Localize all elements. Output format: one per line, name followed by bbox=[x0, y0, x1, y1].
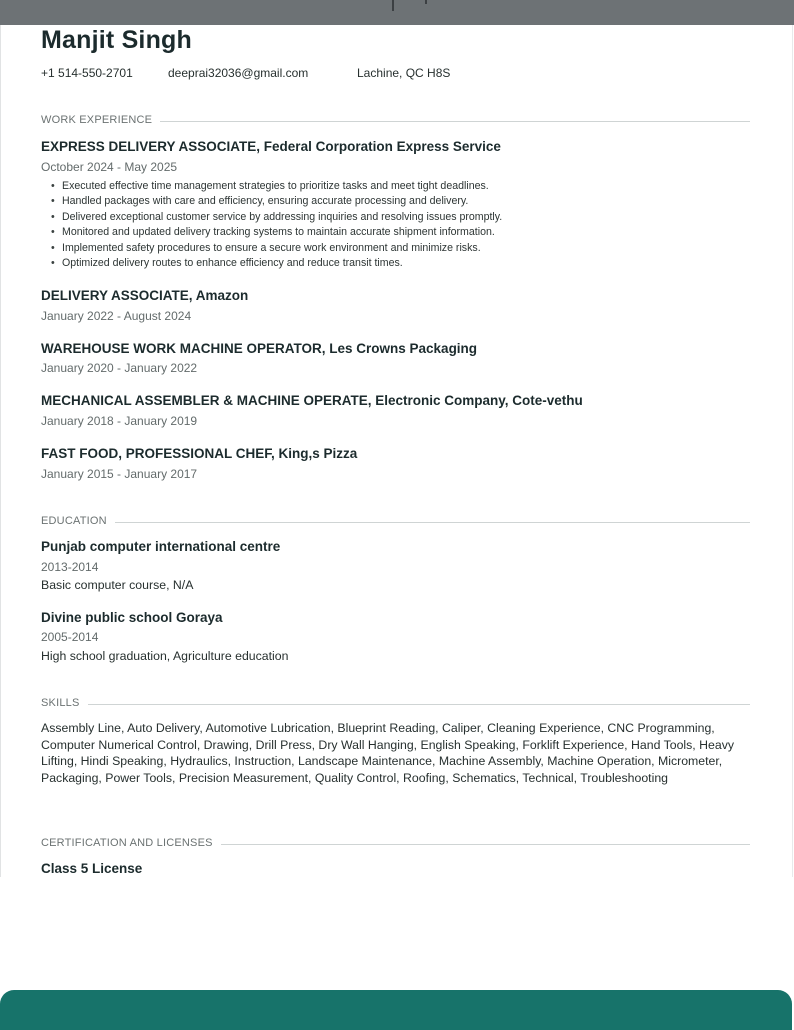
job-title: FAST FOOD, PROFESSIONAL CHEF, King,s Pizza bbox=[41, 446, 358, 461]
location: Lachine, QC H8S bbox=[357, 66, 451, 80]
page-edge bbox=[0, 25, 1, 877]
job-title: EXPRESS DELIVERY ASSOCIATE, Federal Corporation Express Service bbox=[41, 139, 501, 154]
section-header-skills bbox=[41, 697, 750, 711]
toolbar-divider bbox=[425, 0, 427, 4]
job-dates: January 2020 - January 2022 bbox=[41, 361, 198, 375]
education-years: 2013-2014 bbox=[41, 560, 99, 574]
job-dates: October 2024 - May 2025 bbox=[41, 160, 178, 174]
section-rule bbox=[41, 704, 750, 705]
education-detail: Basic computer course, N/A bbox=[41, 578, 194, 592]
section-header-certifications bbox=[41, 837, 750, 851]
education-detail: High school graduation, Agriculture education bbox=[41, 649, 289, 663]
page-edge bbox=[792, 25, 793, 877]
email-address: deeprai32036@gmail.com bbox=[168, 66, 309, 80]
job-bullet: • Executed effective time management strategies to prioritize tasks and meet tight deadlines. bbox=[51, 179, 502, 194]
job-bullet: • Optimized delivery routes to enhance efficiency and reduce transit times. bbox=[51, 256, 502, 271]
section-header-education bbox=[41, 515, 750, 529]
job-dates: January 2018 - January 2019 bbox=[41, 414, 198, 428]
job-title: WAREHOUSE WORK MACHINE OPERATOR, Les Crowns Packaging bbox=[41, 341, 478, 356]
skills-list: Assembly Line, Auto Delivery, Automotive Lubrication, Blueprint Reading, Caliper, Cleaning Experience, CNC Programming, Computer Numerical Control, Drawing, Drill Press, Dry Wall Hanging, English Speaking, Forklift Experience, Hand Tools, Heavy Lifting, Hindi Speaking, Hydraulics, Instruction, Landscape Maintenance, Machine Assembly, Machine Operation, Micrometer, Packaging, Power Tools, Precision Measurement, Quality Control, Roofing, Schematics, Technical, Troubleshooting bbox=[41, 721, 734, 785]
job-title: MECHANICAL ASSEMBLER & MACHINE OPERATE, Electronic Company, Cote-vethu bbox=[41, 393, 583, 408]
section-title: EDUCATION bbox=[41, 515, 115, 527]
education-years: 2005-2014 bbox=[41, 630, 99, 644]
job-bullet: • Implemented safety procedures to ensure a secure work environment and minimize risks. bbox=[51, 241, 502, 256]
toolbar-divider bbox=[392, 0, 394, 11]
section-rule bbox=[41, 522, 750, 523]
section-title: SKILLS bbox=[41, 697, 88, 709]
section-header-work-experience bbox=[41, 114, 750, 128]
school-name: Punjab computer international centre bbox=[41, 539, 281, 554]
section-title: CERTIFICATION AND LICENSES bbox=[41, 837, 221, 849]
school-name: Divine public school Goraya bbox=[41, 610, 223, 625]
job-bullet: • Monitored and updated delivery tracking systems to maintain accurate shipment information. bbox=[51, 225, 502, 240]
job-dates: January 2022 - August 2024 bbox=[41, 309, 192, 323]
footer-banner bbox=[0, 990, 792, 1030]
job-bullet: • Delivered exceptional customer service by addressing inquiries and resolving issues promptly. bbox=[51, 210, 502, 225]
job-title: DELIVERY ASSOCIATE, Amazon bbox=[41, 288, 249, 303]
section-title: WORK EXPERIENCE bbox=[41, 114, 160, 126]
phone-number: +1 514-550-2701 bbox=[41, 66, 133, 80]
job-dates: January 2015 - January 2017 bbox=[41, 467, 198, 481]
candidate-name: Manjit Singh bbox=[41, 26, 192, 54]
certification-name: Class 5 License bbox=[41, 861, 143, 876]
job-bullet: • Handled packages with care and efficiency, ensuring accurate processing and delivery. bbox=[51, 194, 502, 209]
viewer-top-bar bbox=[0, 0, 794, 25]
job-bullet-list bbox=[51, 179, 502, 271]
